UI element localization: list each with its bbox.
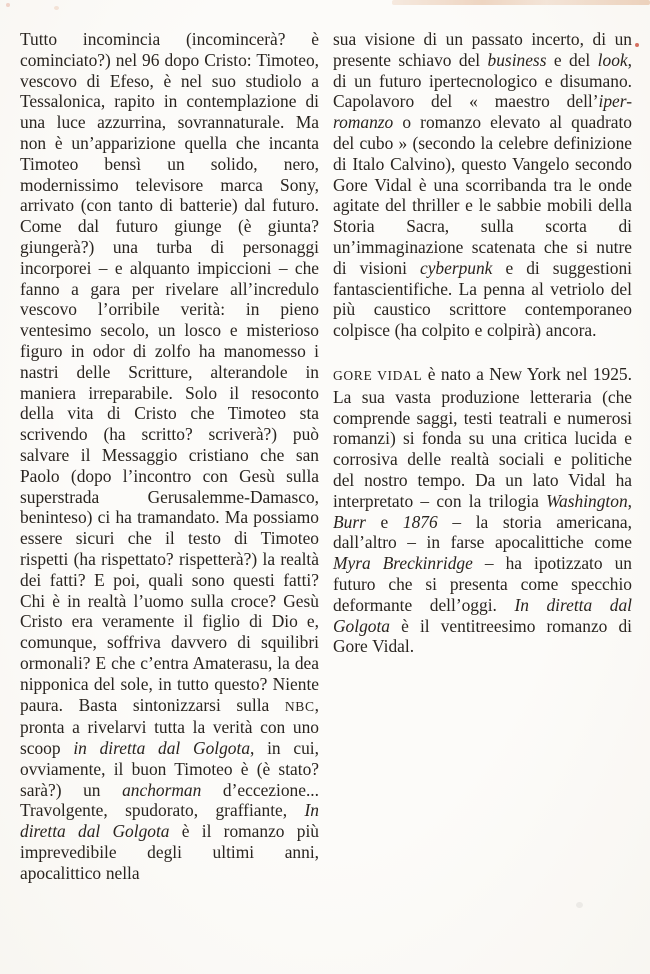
italic-text: Burr	[333, 511, 366, 532]
text-paragraph	[20, 29, 319, 884]
body-text: , di un futuro ipertecnologico e disumano. Capolavoro del « maestro dell’	[333, 49, 632, 112]
italic-text: In diretta dal Golgota	[20, 800, 319, 842]
italic-text: Washington	[546, 490, 628, 511]
body-text: Tutto incomincia (incomincerà? è cominciato?) nel 96 dopo Cristo: Timoteo, vescovo di Efeso, è nel suo studiolo a Tessalonica, rapito in contemplazione di una luce azzurrina, sovrannaturale. Ma non è un’apparizione quella che incanta Timoteo bensì un solido, nero, modernissimo televisore marca Sony, arrivato (con tanto di batterie) dal futuro. Come dal futuro giunge (è giunta? giungerà?) una turba di personaggi incorporei – e alquanto impiccioni – che fanno a gara per rivelare all’incredulo vescovo l’orribile verità: in pieno ventesimo secolo, un losco e misterioso figuro in odor di zolfo ha manomesso i nastri delle Scritture, alterandole in maniera irreparabile. Solo il resoconto della vita di Cristo che Timoteo sta scrivendo (ha scritto? scriverà?) può salvare il Messaggio cristiano che san Paolo (dopo l’incontro con Gesù sulla superstrada Gerusalemme-Damasco, beninteso) ci ha tramandato. Ma possiamo essere sicuri che il testo di Timoteo rispetti (ha rispettato? rispetterà?) la realtà dei fatti? E poi, quali sono questi fatti? Chi è in realtà l’uomo sulla croce? Gesù Cristo era veramente il figlio di Dio e, comunque, soffriva davvero di squilibri ormonali? E che c’entra Amaterasu, la dea nipponica del sole, in tutto questo? Niente paura. Basta sintonizzarsi sulla	[20, 29, 319, 715]
italic-text: business	[487, 49, 547, 70]
italic-text: In diretta dal Golgota	[333, 594, 632, 636]
body-text: e	[365, 511, 403, 532]
body-text: , pronta a rivelarvi tutta la verità con uno scoop	[20, 694, 319, 759]
text-column-left	[20, 29, 319, 884]
body-text: e di suggestioni fantascientifiche. La penna al vetriolo del più caustico scrittore contemporaneo colpisce (ha colpito e colpirà) ancora.	[333, 257, 632, 341]
scan-speck	[6, 3, 10, 7]
italic-text: anchorman	[122, 779, 202, 800]
text-paragraph	[333, 364, 632, 657]
body-text: sua visione di un passato incerto, di un presente schiavo del	[333, 29, 632, 70]
text-paragraph	[333, 29, 632, 341]
body-text: o romanzo elevato al quadrato del cubo » (secondo la celebre definizione di Italo Calvino), questo Vangelo secondo Gore Vidal è una scorribanda tra le onde agitate del thriller e le sabbie mobili della Storia Sacra, sulla scorta di un’immaginazione scatenata che si nutre di visioni	[333, 112, 632, 278]
italic-text: Myra Breckinridge	[333, 553, 473, 574]
scan-speck	[576, 902, 583, 908]
italic-text: cyberpunk	[419, 257, 493, 278]
body-text: – ha ipotizzato un futuro che si presenta come specchio deformante dell’oggi.	[333, 553, 632, 615]
italic-text: in diretta dal Golgota	[73, 738, 251, 759]
italic-text: 1876	[402, 511, 438, 532]
text-column-right	[333, 29, 632, 884]
body-text: d’eccezione... Travolgente, spudorato, graffiante,	[20, 779, 319, 821]
italic-text: iper-romanzo	[333, 91, 632, 133]
red-ink-dot	[635, 43, 639, 47]
body-text: è nato a New York nel 1925. La sua vasta produzione letteraria (che comprende saggi, testi teatrali e numerosi romanzi) si fonda su una critica lucida e corrosiva delle realtà sociali e politiche del nostro tempo. Da un lato Vidal ha interpretato – con la trilogia	[333, 363, 632, 511]
two-column-text-block	[20, 29, 632, 884]
body-text: è il ventitreesimo romanzo di Gore Vidal.	[333, 615, 632, 657]
small-caps-text: NBC	[284, 698, 315, 714]
scan-speck	[54, 6, 59, 10]
body-text: e del	[546, 49, 598, 70]
body-text: , in cui, ovviamente, il buon Timoteo è (è stato? sarà?) un	[20, 738, 319, 800]
body-text: – la storia americana, dall’altro – in farse apocalittiche come	[333, 511, 632, 553]
body-text: è il romanzo più imprevedibile degli ultimi anni, apocalittico nella	[20, 821, 319, 883]
small-caps-text: GORE VIDAL	[333, 367, 423, 383]
body-text: ,	[627, 490, 632, 511]
scan-edge-artifact	[392, 0, 650, 5]
italic-text: look	[597, 49, 628, 70]
